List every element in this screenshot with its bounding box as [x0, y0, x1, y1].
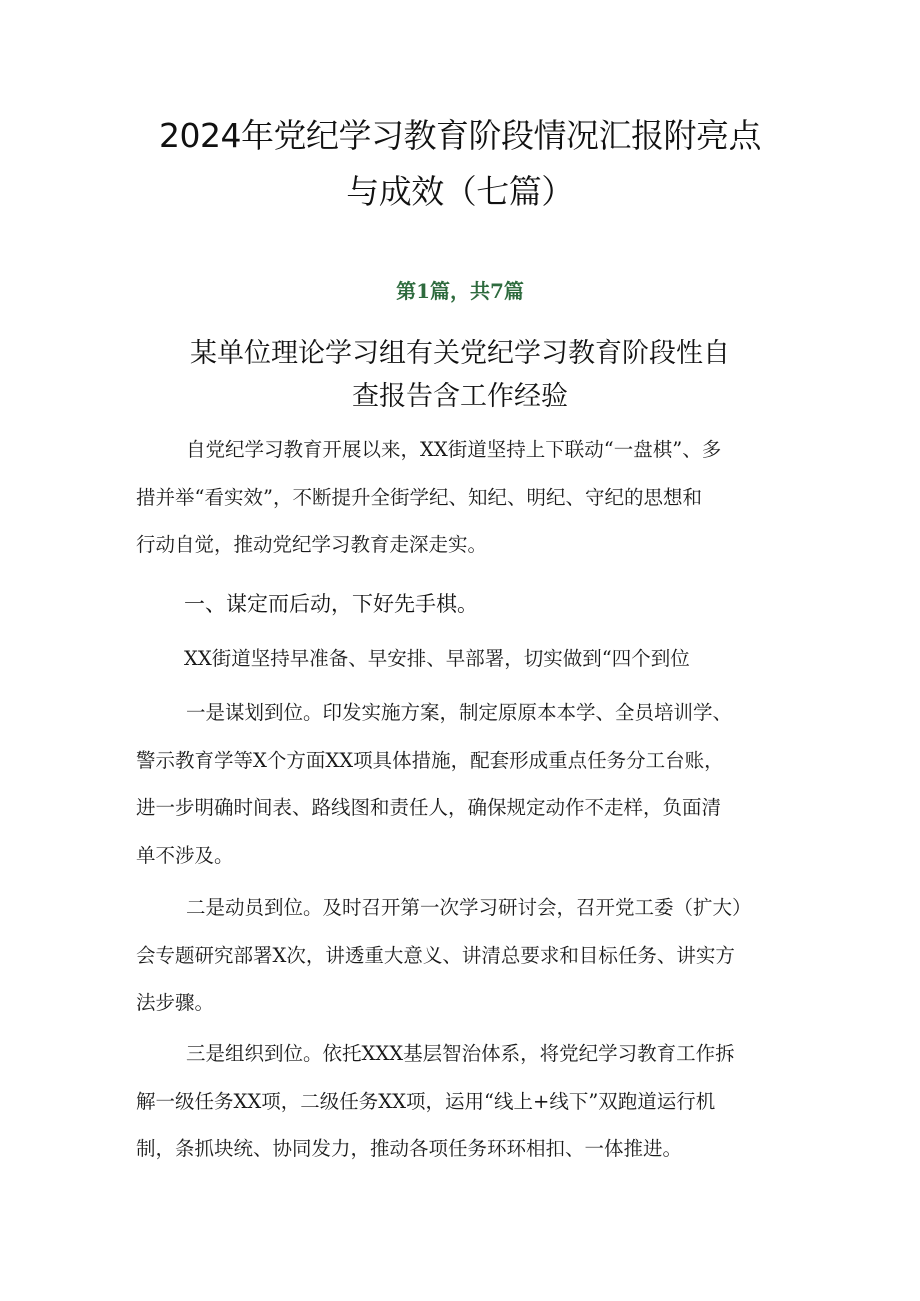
- item-1-line-1: 一是谋划到位。印发实施方案，制定原原本本学、全员培训学、: [186, 701, 733, 724]
- item-3-paragraph: [136, 1030, 796, 1173]
- item-3-line-2: 解一级任务XX项，二级任务XX项，运用“线上+线下”双跑道运行机: [136, 1089, 716, 1113]
- document-title-line-2: 与成效（七篇）: [346, 172, 574, 211]
- intro-line-1: 自党纪学习教育开展以来，XX街道坚持上下联动“一盘棋”、多: [186, 438, 722, 461]
- item-2-line-2: 会专题研究部署X次，讲透重大意义、讲清总要求和目标任务、讲实方: [136, 943, 735, 967]
- intro-line-3: 行动自觉，推动党纪学习教育走深走实。: [136, 533, 488, 556]
- item-2-paragraph: [136, 884, 796, 1027]
- part-label: 第1篇，共7篇: [396, 279, 524, 303]
- item-1-paragraph: [136, 689, 796, 879]
- item-3-line-1: 三是组织到位。依托XXX基层智治体系，将党纪学习教育工作拆: [186, 1042, 735, 1065]
- lead-paragraph: [184, 635, 844, 683]
- document-title-line-1: 2024年党纪学习教育阶段情况汇报附亮点: [159, 116, 761, 155]
- article-subtitle-line-1: 某单位理论学习组有关党纪学习教育阶段性自: [190, 338, 730, 369]
- article-subtitle-line-2: 查报告含工作经验: [352, 381, 568, 412]
- lead-line: XX街道坚持早准备、早安排、早部署，切实做到“四个到位: [184, 647, 690, 670]
- intro-paragraph: [136, 426, 796, 569]
- item-3-line-3: 制，条抓块统、协同发力，推动各项任务环环相扣、一体推进。: [136, 1137, 683, 1160]
- item-1-line-2: 警示教育学等X个方面XX项具体措施，配套形成重点任务分工台账，: [136, 748, 724, 772]
- document-title: [150, 108, 770, 220]
- article-subtitle: [150, 332, 770, 418]
- item-2-line-1: 二是动员到位。及时召开第一次学习研讨会，召开党工委（扩大）: [186, 896, 752, 919]
- section-heading: 一、谋定而后动，下好先手棋。: [184, 592, 478, 616]
- item-1-line-4: 单不涉及。: [136, 843, 234, 867]
- item-2-line-3: 法步骤。: [136, 991, 215, 1014]
- intro-line-2: 措并举“看实效”，不断提升全街学纪、知纪、明纪、守纪的思想和: [136, 485, 702, 509]
- item-1-line-3: 进一步明确时间表、路线图和责任人，确保规定动作不走样，负面清: [136, 796, 722, 819]
